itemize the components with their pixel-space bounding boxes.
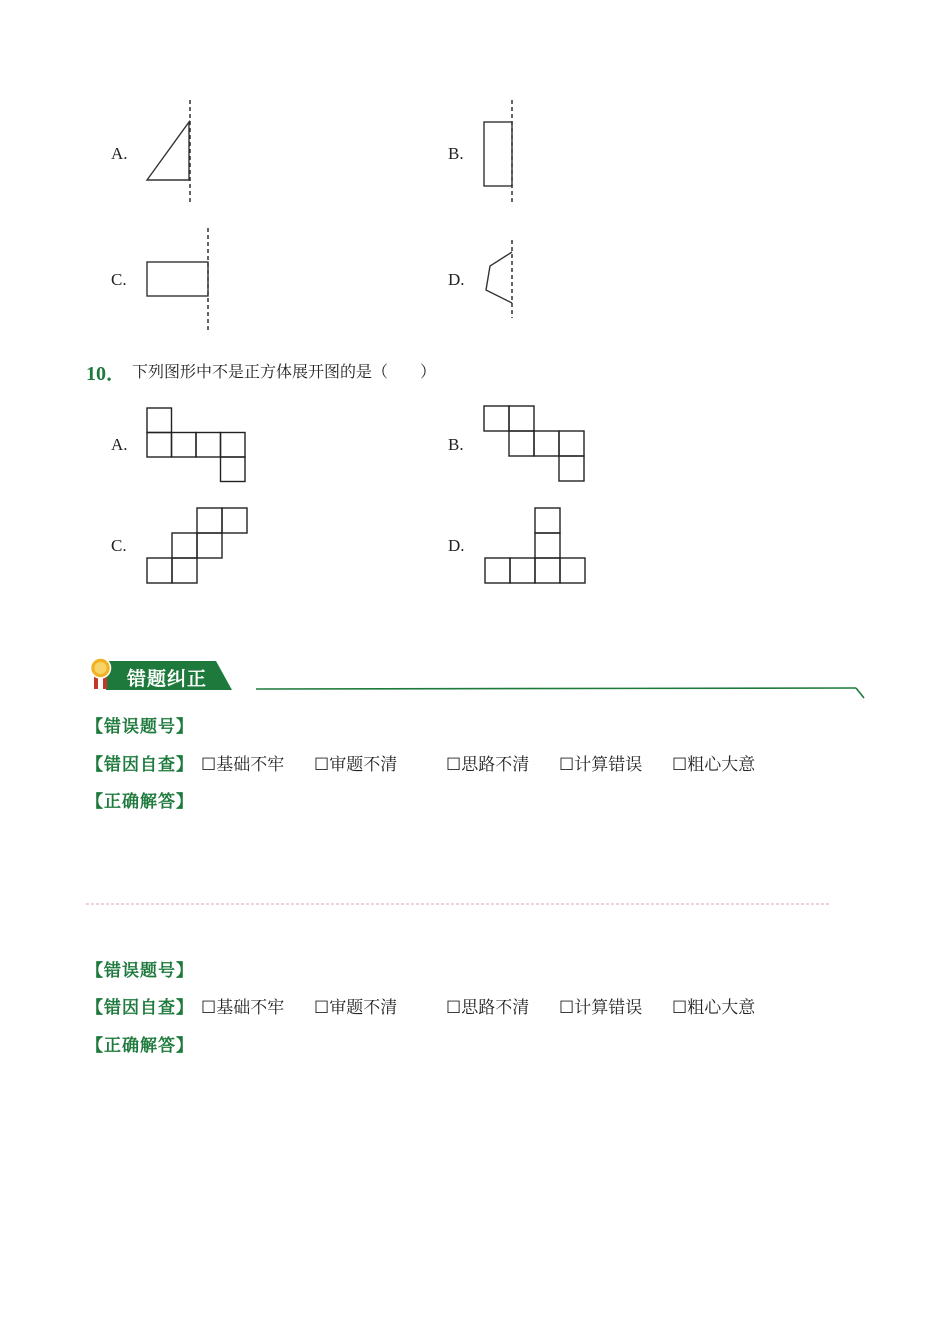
q10-option-b-label: B. — [448, 435, 464, 454]
q9-option-d-figure — [478, 240, 528, 320]
error-cause-label: 【错因自查】 — [86, 755, 194, 775]
checkbox-calculation-error[interactable]: ☐计算错误 — [559, 755, 643, 775]
medal-icon — [89, 657, 113, 691]
q10-option-c-net — [146, 507, 250, 587]
checkbox-unclear-approach[interactable]: ☐思路不清 — [446, 998, 530, 1018]
checkbox-calculation-error[interactable]: ☐计算错误 — [559, 998, 643, 1018]
q9-option-b-figure — [478, 100, 528, 210]
q10-option-a-net — [146, 407, 248, 487]
checkbox-careless[interactable]: ☐粗心大意 — [672, 755, 756, 775]
q10-option-c-label: C. — [111, 536, 127, 555]
q9-option-b-label: B. — [448, 144, 464, 163]
error-cause-label: 【错因自查】 — [86, 998, 194, 1018]
question-number: 10． — [86, 363, 126, 385]
wrong-question-number-label: 【错误题号】 — [86, 717, 194, 737]
q9-option-c-label: C. — [111, 270, 127, 289]
q10-option-a-label: A. — [111, 435, 128, 454]
checkbox-weak-foundation[interactable]: ☐基础不牢 — [201, 755, 285, 775]
checkbox-misread-question[interactable]: ☐审题不清 — [314, 755, 398, 775]
wrong-question-number-label: 【错误题号】 — [86, 961, 194, 981]
checkbox-misread-question[interactable]: ☐审题不清 — [314, 998, 398, 1018]
q10-option-d-label: D. — [448, 536, 465, 555]
q9-option-a-label: A. — [111, 144, 128, 163]
checkbox-careless[interactable]: ☐粗心大意 — [672, 998, 756, 1018]
correct-answer-label: 【正确解答】 — [86, 792, 194, 812]
checkbox-weak-foundation[interactable]: ☐基础不牢 — [201, 998, 285, 1018]
q9-option-c-figure — [140, 228, 220, 333]
dashed-divider — [86, 902, 832, 906]
section-title: 错题纠正 — [127, 668, 208, 690]
checkbox-unclear-approach[interactable]: ☐思路不清 — [446, 755, 530, 775]
question-text: 下列图形中不是正方体展开图的是（ ） — [132, 362, 437, 381]
q10-option-d-net — [484, 507, 588, 587]
q10-option-b-net — [483, 405, 587, 485]
q9-option-d-label: D. — [448, 270, 465, 289]
correct-answer-label: 【正确解答】 — [86, 1036, 194, 1056]
q9-option-a-figure — [140, 100, 200, 210]
